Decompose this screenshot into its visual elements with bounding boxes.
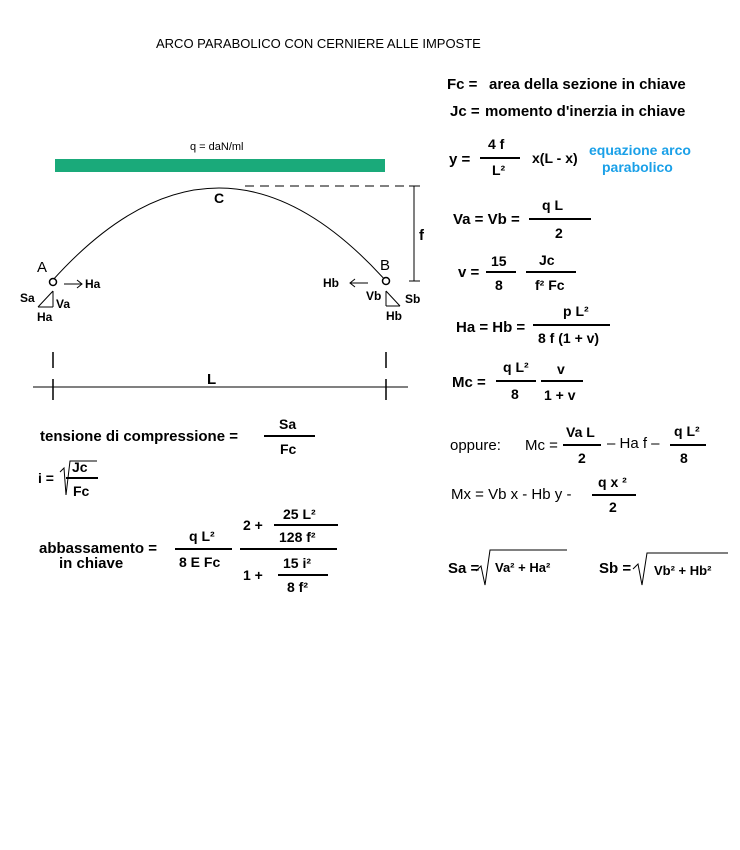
abb-bot-den: 8 f² xyxy=(287,579,308,595)
mc-alt-prefix: oppure: xyxy=(450,437,501,454)
abb-top-prefix: 2 + xyxy=(243,517,263,533)
mc-alt-lhs: Mc = xyxy=(525,437,558,454)
i-eq-lhs: i = xyxy=(38,470,54,486)
ha-triangle-label: Ha xyxy=(37,310,53,324)
tension-eq-num: Sa xyxy=(279,416,297,432)
i-eq-den: Fc xyxy=(73,483,90,499)
jc-definition: momento d'inerzia in chiave xyxy=(485,103,686,120)
sb-eq-radicand: Vb² + Hb² xyxy=(654,563,712,578)
mc-alt-num1: Va L xyxy=(566,424,595,440)
va-label: Va xyxy=(56,297,71,311)
abb-bot-prefix: 1 + xyxy=(243,567,263,583)
mx-eq-num: q x ² xyxy=(598,474,627,490)
hinge-b-icon xyxy=(383,278,390,285)
mc-eq-lhs: Mc = xyxy=(452,374,486,391)
abb-top-num: 25 L² xyxy=(283,506,316,522)
v-eq-num2: Jc xyxy=(539,252,555,268)
v-eq-num1: 15 xyxy=(491,253,507,269)
sb-label: Sb xyxy=(405,292,421,306)
ha-eq-den: 8 f (1 + v) xyxy=(538,330,600,346)
mc-alt-den2: 8 xyxy=(680,450,688,466)
hb-triangle-label: Hb xyxy=(386,309,402,323)
mc-eq-den1: 8 xyxy=(511,386,519,402)
sa-eq-radicand: Va² + Ha² xyxy=(495,560,551,575)
mc-alt-mid: – Ha f – xyxy=(607,435,660,452)
abb-eq-lhs1: abbassamento = xyxy=(39,540,157,557)
mc-alt-den1: 2 xyxy=(578,450,586,466)
load-label: q = daN/ml xyxy=(190,141,244,153)
arch-eq-note-2: parabolico xyxy=(602,159,673,175)
v-eq-den1: 8 xyxy=(495,277,503,293)
sa-label: Sa xyxy=(20,291,35,305)
point-b-label: B xyxy=(380,257,391,274)
mc-eq-num1: q L² xyxy=(503,359,529,375)
tension-eq-lhs: tensione di compressione = xyxy=(40,428,238,445)
ha-eq-lhs: Ha = Hb = xyxy=(456,319,526,336)
abb-top-den: 128 f² xyxy=(279,529,316,545)
jc-symbol: Jc = xyxy=(450,103,480,120)
page-title: ARCO PARABOLICO CON CERNIERE ALLE IMPOSTE xyxy=(156,36,481,51)
tension-eq-den: Fc xyxy=(280,441,297,457)
ha-eq-num: p L² xyxy=(563,303,589,319)
va-eq-den: 2 xyxy=(555,225,563,241)
ha-label: Ha xyxy=(85,277,101,291)
va-eq-num: q L xyxy=(542,197,563,213)
sa-eq-lhs: Sa = xyxy=(448,560,480,577)
fc-definition: area della sezione in chiave xyxy=(489,76,686,93)
abb-eq-lhs2: in chiave xyxy=(59,555,124,572)
v-eq-lhs: v = xyxy=(458,264,480,281)
abb-main-fraction-bar xyxy=(240,548,337,550)
mx-eq-lhs: Mx = Vb x - Hb y - xyxy=(451,486,572,503)
arch-eq-rest: x(L - x) xyxy=(532,150,578,166)
i-eq-num: Jc xyxy=(72,459,88,475)
arch-eq-lhs: y = xyxy=(449,151,471,168)
span-label: L xyxy=(207,371,217,388)
mc-eq-den2: 1 + v xyxy=(544,387,576,403)
abb-bot-num: 15 i² xyxy=(283,555,312,571)
fc-symbol: Fc = xyxy=(447,76,478,93)
mc-eq-num2: v xyxy=(557,361,565,377)
arch-eq-num: 4 f xyxy=(488,136,505,152)
abb-eq-num1: q L² xyxy=(189,528,215,544)
hb-label: Hb xyxy=(323,276,339,290)
sb-eq-lhs: Sb = xyxy=(599,560,632,577)
hinge-a-icon xyxy=(50,279,57,286)
rise-label: f xyxy=(419,227,424,244)
abb-eq-den1: 8 E Fc xyxy=(179,554,221,570)
distributed-load-bar xyxy=(55,159,385,172)
point-a-label: A xyxy=(37,259,48,276)
arch-eq-den: L² xyxy=(492,162,506,178)
v-eq-den2: f² Fc xyxy=(535,277,565,293)
point-c-label: C xyxy=(214,190,225,206)
va-eq-lhs: Va = Vb = xyxy=(453,211,520,228)
vb-label: Vb xyxy=(366,289,382,303)
arch-eq-note-1: equazione arco xyxy=(589,142,691,158)
mc-alt-num2: q L² xyxy=(674,423,700,439)
mx-eq-den: 2 xyxy=(609,499,617,515)
